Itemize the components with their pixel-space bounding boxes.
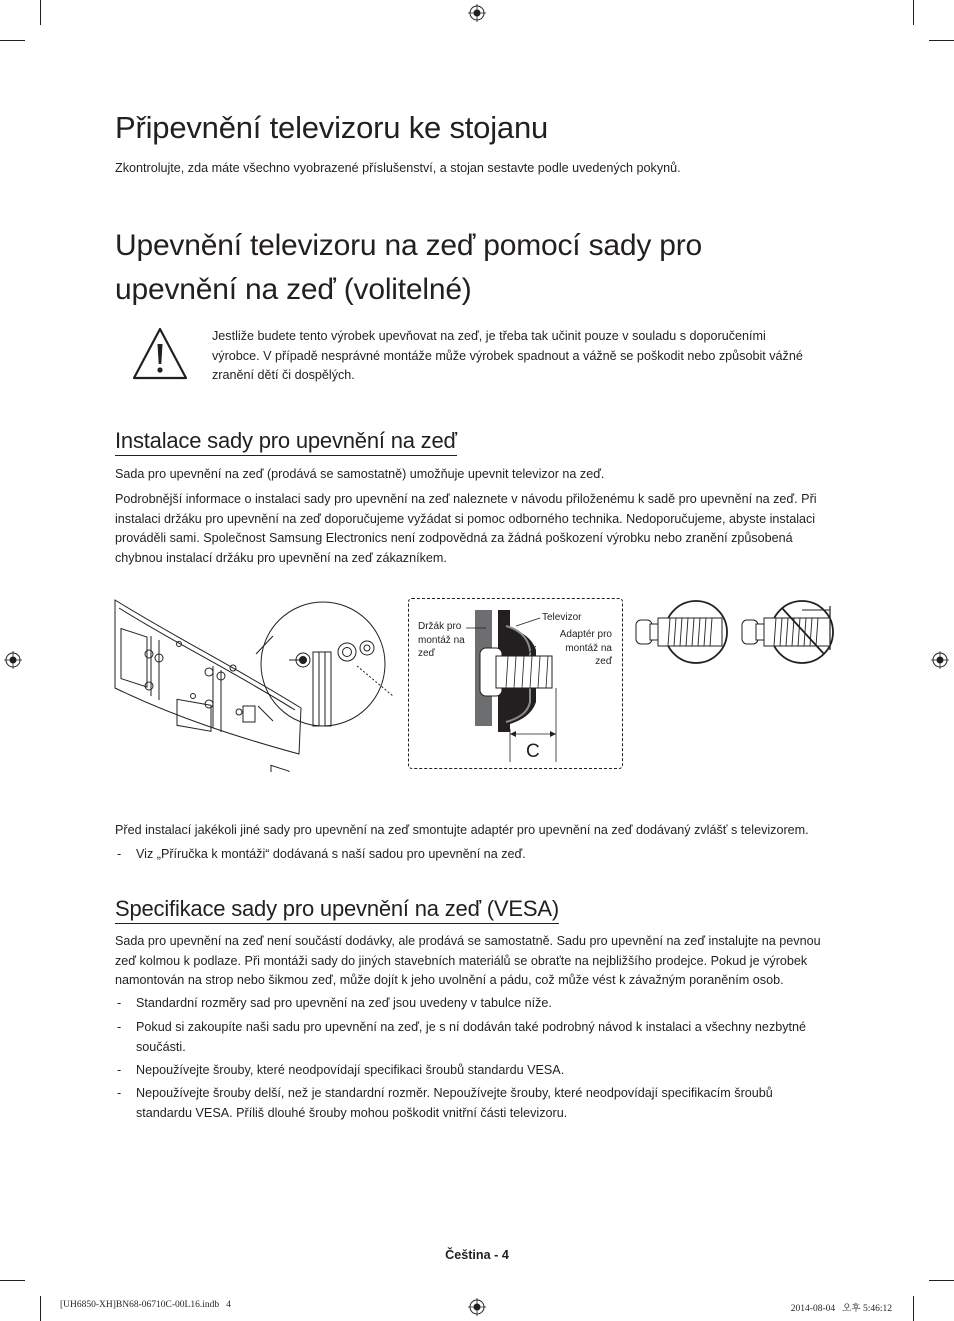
label-bracket-line: Držák pro — [418, 621, 462, 632]
vesa-bullet-text-cont: standardu VESA. Příliš dlouhé šrouby mohou poškodit vnitřní části televizoru. — [136, 1105, 568, 1120]
registration-mark-icon — [468, 1298, 486, 1316]
warning-line: Jestliže budete tento výrobek upevňovat na zeď, je třeba tak učinit pouze v souladu s doporučeními — [212, 329, 766, 343]
label-tv: Televizor — [542, 612, 582, 623]
adapter-bullet-text: Viz „Příručka k montáži“ dodávaná s naší sadou pro upevnění na zeď. — [136, 847, 526, 861]
footer-file: [UH6850-XH]BN68-06710C-00L16.indb 4 — [60, 1300, 231, 1310]
section-title-wall-line2: upevnění na zeď (volitelné) — [115, 273, 472, 306]
vesa-bullet-text: Standardní rozměry sad pro upevnění na zeď jsou uvedeny v tabulce níže. — [136, 996, 552, 1010]
vesa-p-line: namontován na strop nebo šikmou zeď, může dojít k jeho uvolnění a pádu, což může vést k závažným poraněním osob. — [115, 973, 784, 987]
install-p2-line: instalaci držáku pro upevnění na zeď doporučujeme vyžádat si pomoc odborného technika. Nedoporučujeme, abyste instalaci — [115, 511, 816, 526]
page-number: Čeština - 4 — [445, 1248, 509, 1262]
install-p2-line: chybnou instalací držáku pro upevnění na zeď zákazníkem. — [115, 550, 447, 565]
label-bracket-line: montáž na — [418, 634, 465, 646]
crop-mark — [929, 40, 954, 41]
registration-mark-icon — [468, 4, 486, 22]
vesa-bullet-text-cont: součásti. — [136, 1039, 186, 1054]
screw-ok-illustration — [632, 600, 732, 666]
section-title-wall-line1: Upevnění televizoru na zeď pomocí sady pro — [115, 229, 703, 262]
vesa-bullet-text: Nepoužívejte šrouby delší, než je standardní rozměr. Nepoužívejte šrouby, které neodpovídají specifikacím šroubů — [136, 1086, 773, 1100]
bullet-dash: - — [117, 1063, 122, 1077]
crop-mark — [40, 1296, 41, 1321]
label-adapter-line: zeď — [595, 656, 612, 667]
crop-mark — [0, 1280, 25, 1281]
bullet-dash: - — [117, 996, 122, 1010]
label-bracket — [418, 620, 465, 661]
registration-mark-icon — [4, 651, 22, 669]
bullet-dash: - — [117, 1020, 122, 1034]
warning-triangle-icon — [132, 326, 188, 382]
bullet-dash: - — [117, 847, 122, 861]
label-bracket-line: zeď — [418, 648, 435, 659]
page-title-stand: Připevnění televizoru ke stojanu — [115, 110, 549, 145]
install-p1: Sada pro upevnění na zeď (prodává se samostatně) umožňuje upevnit televizor na zeď. — [115, 467, 605, 481]
vesa-heading: Specifikace sady pro upevnění na zeď (VESA) — [115, 896, 559, 924]
crop-mark — [913, 0, 914, 25]
footer-date: 2014-08-04 오후 5:46:12 — [790, 1304, 892, 1314]
label-adapter-line: Adaptér pro — [559, 629, 612, 640]
warning-line: zranění dětí či dospělých. — [212, 368, 355, 382]
label-adapter — [548, 628, 612, 669]
label-adapter-line: montáž na — [565, 642, 612, 654]
warning-line: výrobce. V případě nesprávné montáže může výrobek spadnout a vážně se poškodit nebo způsobit vážné — [212, 348, 803, 363]
vesa-p-line: zeď kolmou k podlaze. Při montáži sady do jiných stavebních materiálů se obraťte na nejbližšího prodejce. Pokud je výrobek — [115, 953, 808, 968]
install-p2-line: prováděli sami. Společnost Samsung Electronics není zodpovědná za žádná poškození výrobku nebo zranění způsobená — [115, 531, 793, 545]
vesa-bullet-text: Pokud si zakoupíte naši sadu pro upevnění na zeď, je s ní dodáván také podrobný návod k instalaci a všechny nezbytné — [136, 1020, 807, 1034]
stand-text: Zkontrolujte, zda máte všechno vyobrazené příslušenství, a stojan sestavte podle uvedených pokynů. — [115, 161, 681, 175]
registration-mark-icon — [931, 651, 949, 669]
crop-mark — [40, 0, 41, 25]
tv-back-illustration — [113, 596, 403, 772]
crop-mark — [913, 1296, 914, 1321]
install-p2-line: Podrobnější informace o instalaci sady pro upevnění na zeď naleznete v návodu přiloženému k sadě pro upevnění na zeď. Při — [115, 492, 817, 506]
install-heading-wrap — [115, 428, 457, 456]
screw-wrong-illustration — [738, 600, 838, 666]
bullet-dash: - — [117, 1086, 122, 1100]
vesa-bullet-text: Nepoužívejte šrouby, které neodpovídají specifikaci šroubů standardu VESA. — [136, 1063, 565, 1077]
adapter-note: Před instalací jakékoli jiné sady pro upevnění na zeď smontujte adaptér pro upevnění na zeď dodávaný zvlášť s televizorem. — [115, 823, 809, 837]
crop-mark — [929, 1280, 954, 1281]
label-c: C — [526, 741, 540, 762]
vesa-p-line: Sada pro upevnění na zeď není součástí dodávky, ale prodává se samostatně. Sadu pro upevnění na zeď instalujte na pevnou — [115, 934, 821, 948]
crop-mark — [0, 40, 25, 41]
vesa-heading-wrap — [115, 896, 559, 924]
install-heading: Instalace sady pro upevnění na zeď — [115, 428, 457, 456]
